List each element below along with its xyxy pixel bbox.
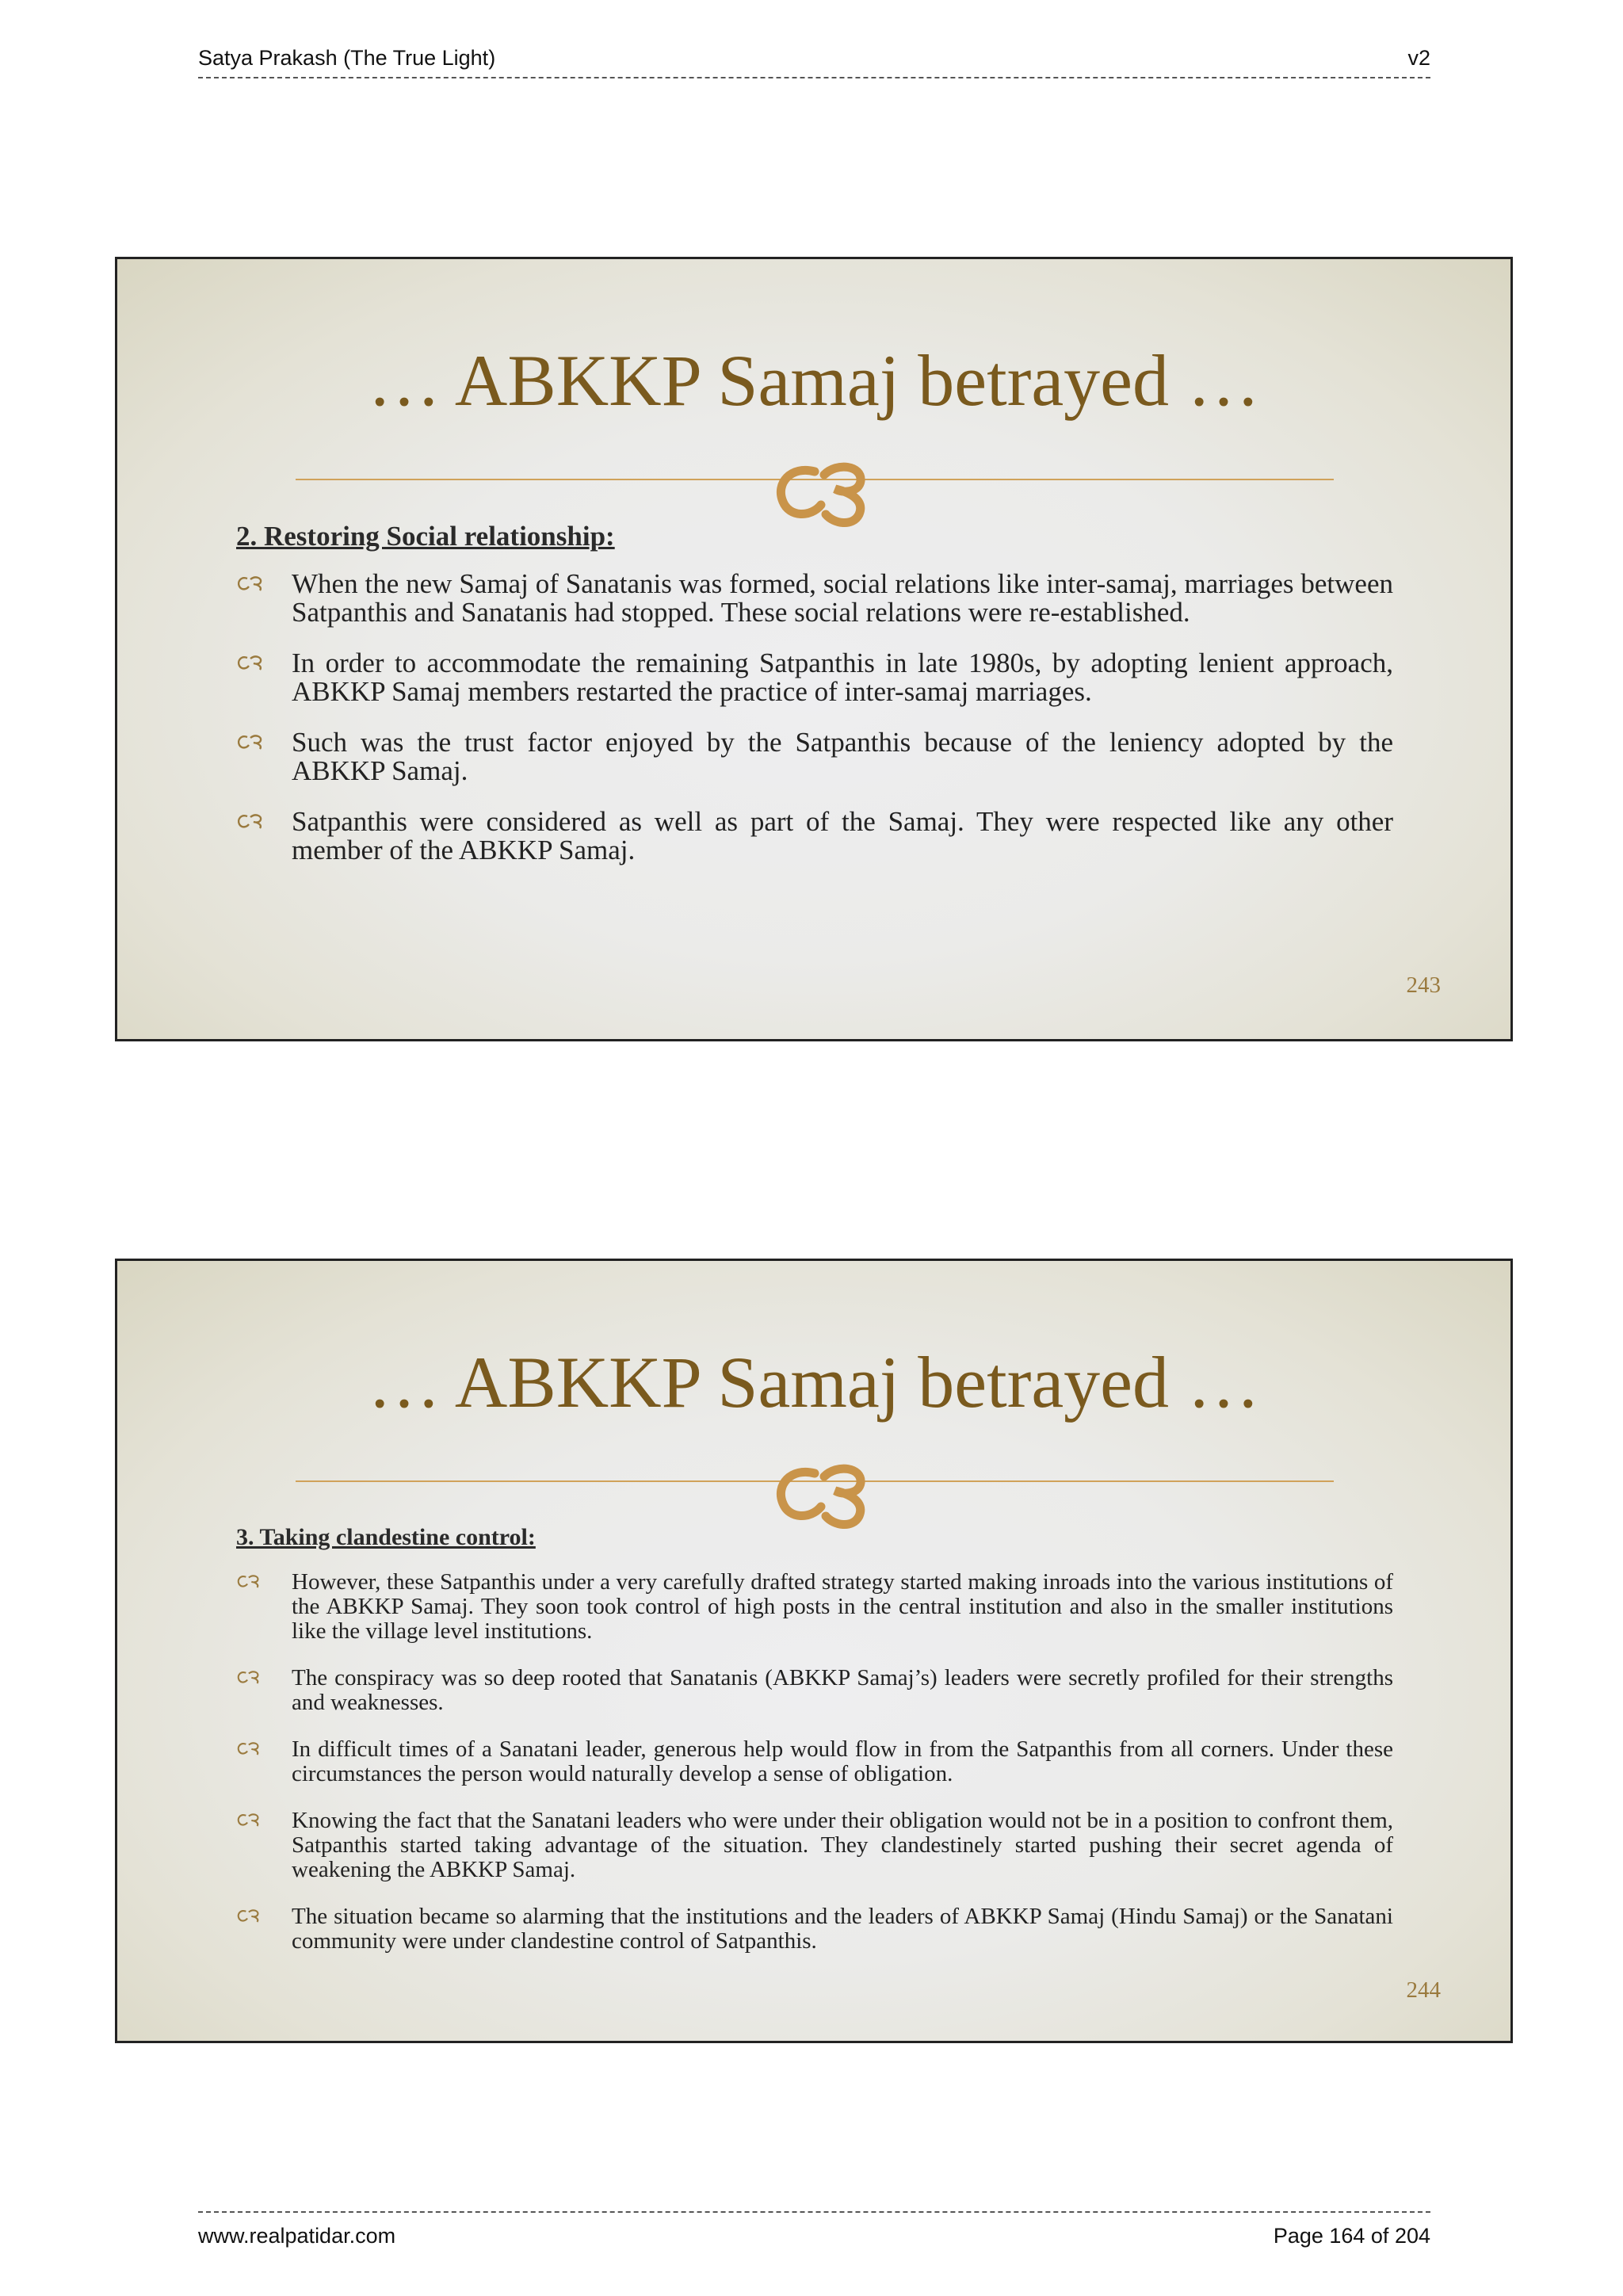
list-item: Satpanthis were considered as well as part of the Samaj. They were respected like any other member of the ABKKP Samaj. — [236, 808, 1393, 865]
header-divider — [198, 77, 1430, 78]
slide-title: … ABKKP Samaj betrayed … — [367, 340, 1260, 421]
list-item: Knowing the fact that the Sanatani leaders who were under their obligation would not be in a position to confront them, Satpanthis started taking advantage of the situation. They clandestinely started pushing their secret agenda of weakening the ABKKP Samaj. — [236, 1809, 1393, 1882]
scroll-bullet-icon — [236, 1740, 260, 1756]
document-title: Satya Prakash (The True Light) — [198, 46, 496, 70]
scroll-bullet-icon — [236, 1669, 260, 1685]
page-header — [198, 46, 1430, 78]
scroll-bullet-icon — [236, 654, 263, 671]
bullet-list — [236, 1570, 1393, 1976]
list-item: However, these Satpanthis under a very carefully drafted strategy started making inroads into the various institutions of the ABKKP Samaj. They soon took control of high posts in the central institution and also in the smaller institutions like the village level institutions. — [236, 1570, 1393, 1644]
page-indicator: Page 164 of 204 — [1273, 2224, 1430, 2248]
slide-244 — [115, 1259, 1513, 2043]
website-link[interactable]: www.realpatidar.com — [198, 2224, 396, 2248]
list-item: When the new Samaj of Sanatanis was formed, social relations like inter-samaj, marriages between Satpanthis and Sanatanis had stopped. These social relations were re-established. — [236, 570, 1393, 627]
slide-title: … ABKKP Samaj betrayed … — [367, 1342, 1260, 1423]
list-item: In difficult times of a Sanatani leader, generous help would flow in from the Satpanthis from all corners. Under these circumstances the person would naturally develop a sense of obligation. — [236, 1737, 1393, 1786]
list-item: In order to accommodate the remaining Satpanthis in late 1980s, by adopting lenient approach, ABKKP Samaj members restarted the practice of inter-samaj marriages. — [236, 649, 1393, 706]
section-heading: 3. Taking clandestine control: — [236, 1524, 536, 1550]
scroll-bullet-icon — [236, 812, 263, 830]
scroll-bullet-icon — [236, 1908, 260, 1924]
list-item: The conspiracy was so deep rooted that Sanatanis (ABKKP Samaj’s) leaders were secretly profiled for their strengths and weaknesses. — [236, 1666, 1393, 1715]
scroll-bullet-icon — [236, 1573, 260, 1589]
scroll-bullet-icon — [236, 733, 263, 751]
page-footer — [198, 2205, 1430, 2248]
footer-divider — [198, 2211, 1430, 2213]
scroll-bullet-icon — [236, 575, 263, 592]
scroll-bullet-icon — [236, 1812, 260, 1828]
list-item: Such was the trust factor enjoyed by the Satpanthis because of the leniency adopted by the ABKKP Samaj. — [236, 728, 1393, 785]
slide-number: 243 — [1406, 972, 1441, 998]
document-version: v2 — [1407, 46, 1430, 70]
flourish-ornament-icon — [767, 1450, 878, 1537]
slide-243 — [115, 257, 1513, 1041]
list-item: The situation became so alarming that the institutions and the leaders of ABKKP Samaj (Hindu Samaj) or the Sanatani community were under clandestine control of Satpanthis. — [236, 1904, 1393, 1954]
section-heading: 2. Restoring Social relationship: — [236, 521, 615, 552]
flourish-ornament-icon — [767, 448, 878, 535]
slide-number: 244 — [1406, 1977, 1441, 2003]
bullet-list — [236, 570, 1393, 887]
